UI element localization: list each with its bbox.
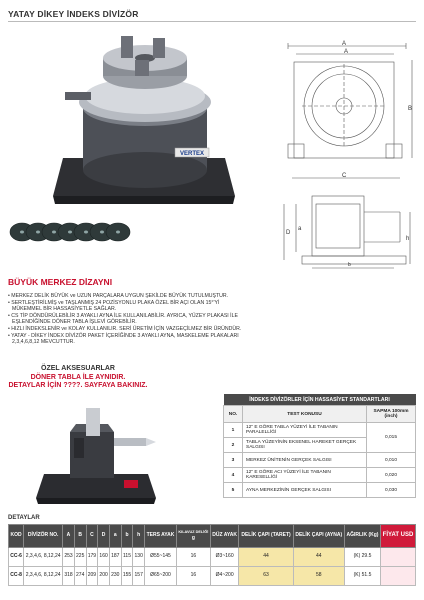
det-cell-delik-taret: 63 [239,567,293,586]
det-header-a: A [63,525,75,548]
det-cell-h: 130 [133,548,145,567]
feature-item: • HIZLI İNDEKSLENİR ve KOLAY KULLANILIR. SERİ ÜRETİM İÇİN VAZGEÇİLMEZ BİR ÜRÜNDÜR. [8,325,242,332]
det-header-small-b: b [121,525,133,548]
det-header-delik-taret: DELİK ÇAPI (TARET) [239,525,293,548]
det-cell-kod: CC-6 [9,548,24,567]
dim-label-small-b: b [348,262,351,268]
std-row-value: 0,010 [367,453,416,468]
dim-label-h: h [406,236,410,242]
feature-list [8,293,308,346]
dim-label-d: D [286,230,291,236]
det-cell-agirlik: (K) 51.5 [344,567,380,586]
std-row-value: 0,020 [367,468,416,483]
table-row [224,423,416,438]
table-row [9,567,416,586]
det-cell-duz: Ø3~160 [210,548,239,567]
det-header-h: h [133,525,145,548]
details-title: DETAYLAR [8,515,40,521]
det-cell-fiyat [381,567,416,586]
table-row [224,468,416,483]
det-header-divizor: DİVİZÖR NO. [24,525,63,548]
det-header-kilavuz-label: KILAVUZ DELİĞİ [178,530,209,535]
det-header-duz: DÜZ AYAK [210,525,239,548]
det-cell-kilavuz: 16 [176,567,210,586]
dividing-head-image [35,28,240,206]
page-title: YATAY DİKEY İNDEKS DİVİZÖR [8,9,139,19]
det-cell-agirlik: (K) 29.5 [344,548,380,567]
det-cell-delik-ayna: 44 [293,548,344,567]
title-divider [8,21,416,22]
dim-label-small-a: a [298,226,302,232]
det-cell-kod: CC-8 [9,567,24,586]
feature-item: • SERTLEŞTİRİLMİŞ ve TAŞLANMIŞ 24 POZİSYONLU PLAKA ÖZEL BİR AÇI OLAN 15°'Yİ [8,299,220,306]
std-row-test: 12" E GÖRE ACI YÜZEYİ İLE TABANIN KARESELLİĞİ [243,468,367,483]
accessory-line-2: DÖNER TABLA İLE AYNIDIR. [30,373,126,381]
det-cell-a: 318 [63,567,75,586]
det-cell-h: 157 [133,567,145,586]
det-cell-b: 274 [74,567,86,586]
det-cell-delik-taret: 44 [239,548,293,567]
det-cell-kilavuz: 16 [176,548,210,567]
det-cell-d: 160 [98,548,110,567]
det-cell-ters: Ø55~145 [145,548,177,567]
det-cell-small-a: 187 [109,548,121,567]
det-cell-a: 253 [63,548,75,567]
section-title: BÜYÜK MERKEZ DİZAYNI [8,277,113,287]
det-cell-divizor: 2,3,4,6, 8,12,24 [24,548,63,567]
det-header-agirlik: AĞIRLIK (Kg) [344,525,380,548]
det-header-kilavuz-g: g [191,535,195,541]
dim-label-b: B [408,106,413,112]
std-row-test: TABLA YÜZEYİNİN EKSENEL HAREKET GERÇEK SALGISI [243,438,367,453]
masking-plates-image [8,208,138,256]
table-row [224,453,416,468]
technical-drawing-side-view [282,172,418,270]
det-cell-small-b: 155 [121,567,133,586]
det-header-b: B [74,525,86,548]
feature-item: 2,3,4,6,8,12 MEVCUTTUR. [12,339,75,346]
det-header-small-a: a [109,525,121,548]
dim-label-a-upper: A [342,41,347,47]
det-header-kod: KOD [9,525,24,548]
det-cell-d: 200 [98,567,110,586]
std-row-no: 1 [224,423,243,438]
det-cell-small-a: 230 [109,567,121,586]
std-row-no: 2 [224,438,243,453]
table-row [224,483,416,498]
std-row-value: 0,030 [367,483,416,498]
std-row-no: 5 [224,483,243,498]
technical-drawing-top-view [282,40,418,168]
details-table [8,524,416,586]
det-header-c: C [86,525,98,548]
std-row-no: 3 [224,453,243,468]
det-cell-b: 225 [74,548,86,567]
std-row-test: 12" E GÖRE TABLA YÜZEYİ İLE TABANIN PARALELLİĞİ [243,423,367,438]
std-row-test: MERKEZ ÜNİTENİN GERÇEK SALGISI [243,453,367,468]
feature-item: MÜKEMMEL BİR HASSASİYETLE SAĞLAR. [12,306,117,313]
det-cell-delik-ayna: 58 [293,567,344,586]
std-header-no: NO. [224,406,243,423]
det-header-fiyat: FİYAT USD [381,525,416,548]
table-row [9,548,416,567]
brand-plate-text: VERTEX [179,151,205,157]
feature-item: • CS TİP DÖNDÜRÜLEBİLİR 3 AYAKLI AYNA İLE KULLANILABİLİR. AYRICA, YÜZEY PLAKASI İLE [8,312,238,319]
std-table-caption: İNDEKS DİVİZÖRLER İÇİN HASSASİYET STANDARTLARI [224,394,416,406]
std-header-test: TEST KONUSU [243,406,367,423]
det-header-delik-ayna: DELİK ÇAPI (AYNA) [293,525,344,548]
tailstock-image [30,402,160,506]
accessory-line-1: ÖZEL AKSESUARLAR [41,365,115,372]
accessory-line-3: DETAYLAR İÇİN ????. SAYFAYA BAKINIZ. [8,382,148,390]
accuracy-standards-table [223,394,416,498]
std-header-deviation: SAPMA 100mm (inch) [367,406,416,423]
feature-item: • YATAY - DİKEY İNDEX DİVİZÖR PAKET İÇERİĞİNDE 3 AYAKLI AYNA, MASKELEME PLAKALARI [8,332,239,339]
feature-item: EŞLENDİĞİNDE DÖNER TABLA İŞLEVİ GÖREBİLİR. [12,319,137,326]
std-row-test: AYNA MERKEZİNİN GERÇEK SALGISI [243,483,367,498]
det-header-kilavuz [176,525,210,548]
det-cell-duz: Ø4~200 [210,567,239,586]
det-cell-fiyat [381,548,416,567]
dim-label-c: C [342,173,347,179]
det-cell-small-b: 115 [121,548,133,567]
std-row-no: 4 [224,468,243,483]
det-cell-c: 179 [86,548,98,567]
det-header-d: D [98,525,110,548]
std-row-value: 0,015 [367,423,416,453]
det-header-ters: TERS AYAK [145,525,177,548]
feature-item: • MERKEZ DELİK BÜYÜK ve UZUN PARÇALARA UYGUN ŞEKİLDE BÜYÜK TUTULMUŞTUR. [8,293,229,299]
dim-label-a-lower: A [344,49,349,55]
det-cell-c: 209 [86,567,98,586]
accessory-note [8,365,148,391]
det-cell-ters: Ø65~200 [145,567,177,586]
det-cell-divizor: 2,3,4,6, 8,12,24 [24,567,63,586]
